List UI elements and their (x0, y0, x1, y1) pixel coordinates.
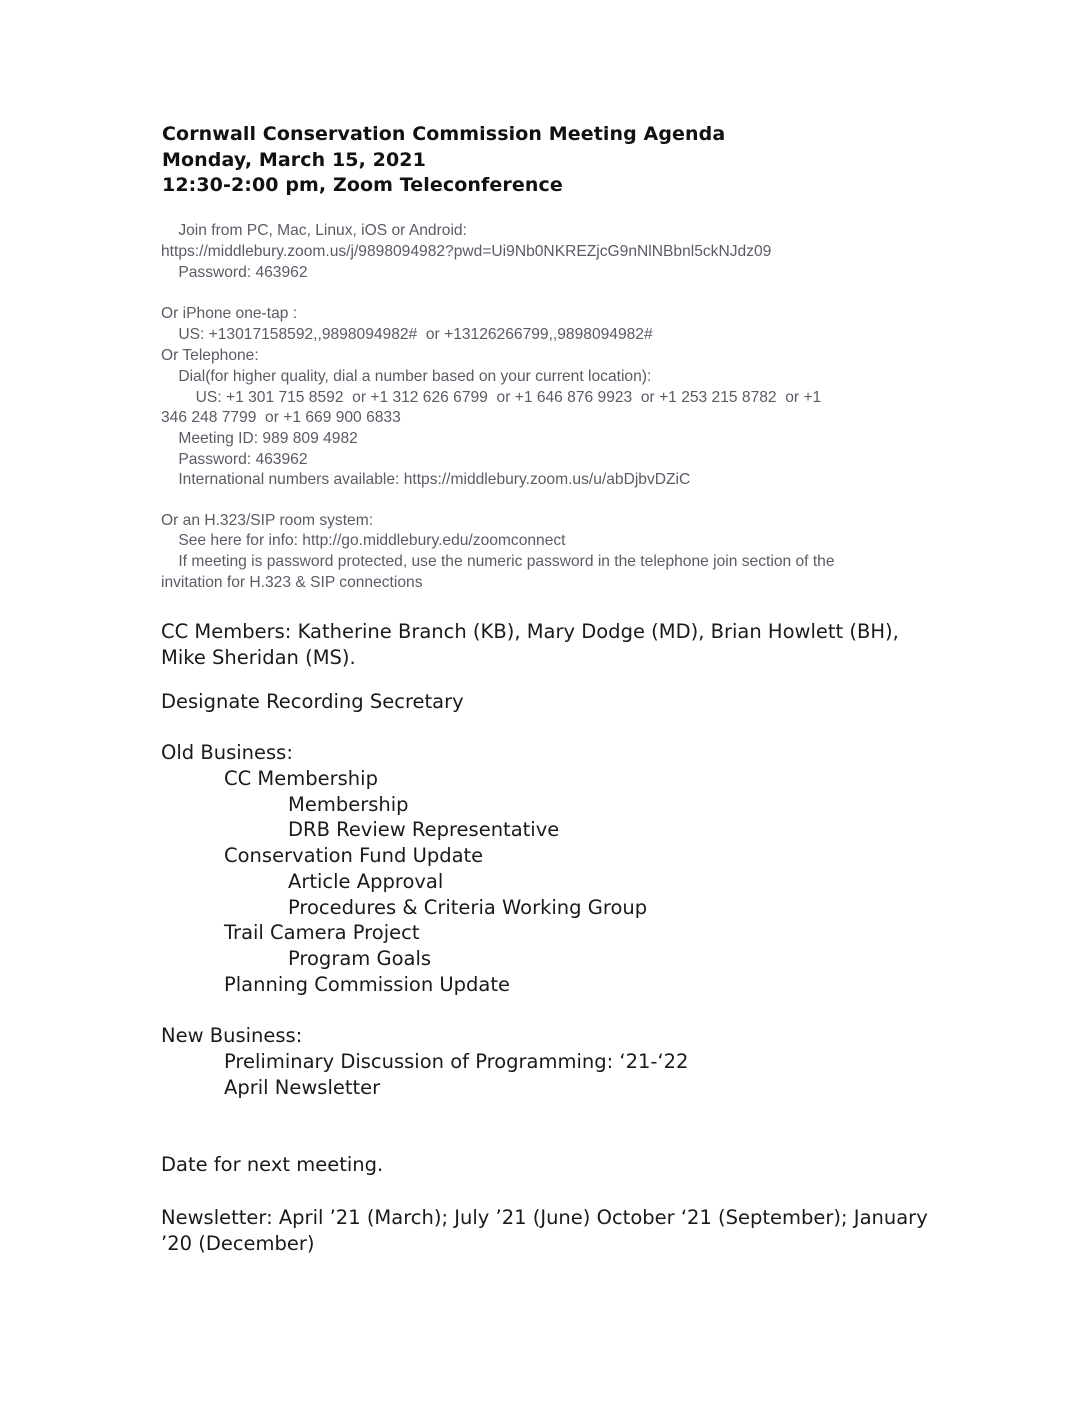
newsletter-schedule-line-1: Newsletter: April ’21 (March); July ’21 (June) October ‘21 (September); January (161, 1206, 928, 1229)
agenda-item-april-newsletter: April Newsletter (224, 1076, 381, 1099)
agenda-item-preliminary-discussion: Preliminary Discussion of Programming: ‘21-‘22 (224, 1050, 689, 1073)
meeting-date: Monday, March 15, 2021 (162, 148, 426, 171)
agenda-item-trail-camera: Trail Camera Project (224, 921, 420, 944)
sip-note-line-2: invitation for H.323 & SIP connections (161, 574, 423, 591)
agenda-item-cc-membership: CC Membership (224, 767, 378, 790)
cc-members-line-1: CC Members: Katherine Branch (KB), Mary Dodge (MD), Brian Howlett (BH), (161, 620, 899, 643)
new-business-heading: New Business: (161, 1024, 303, 1047)
sip-note-line-1: If meeting is password protected, use the numeric password in the telephone join section of the (161, 553, 835, 570)
iphone-label: Or iPhone one-tap : (161, 305, 298, 322)
newsletter-schedule-line-2: ’20 (December) (161, 1232, 315, 1255)
zoom-join-label: Join from PC, Mac, Linux, iOS or Android: (161, 222, 467, 239)
iphone-numbers: US: +13017158592,,9898094982# or +13126266799,,9898094982# (161, 326, 653, 343)
sip-info[interactable]: See here for info: http://go.middlebury.edu/zoomconnect (161, 532, 566, 549)
zoom-join-url[interactable]: https://middlebury.zoom.us/j/9898094982?pwd=Ui9Nb0NKREZjcG9nNlNBbnl5ckNJdz09 (161, 243, 772, 260)
telephone-password: Password: 463962 (161, 451, 308, 468)
agenda-subitem-membership: Membership (288, 793, 409, 816)
agenda-subitem-drb-review: DRB Review Representative (288, 818, 560, 841)
agenda-item-planning-commission: Planning Commission Update (224, 973, 510, 996)
agenda-header (162, 122, 725, 199)
date-next-meeting: Date for next meeting. (161, 1153, 384, 1176)
agenda-subitem-article-approval: Article Approval (288, 870, 444, 893)
meeting-id: Meeting ID: 989 809 4982 (161, 430, 358, 447)
designate-secretary: Designate Recording Secretary (161, 690, 464, 713)
page-title: Cornwall Conservation Commission Meeting Agenda (162, 123, 726, 145)
telephone-label: Or Telephone: (161, 347, 259, 364)
dial-note: Dial(for higher quality, dial a number based on your current location): (161, 368, 652, 385)
dial-numbers-line-1: US: +1 301 715 8592 or +1 312 626 6799 or +1 646 876 9923 or +1 253 215 8782 or +1 (161, 389, 822, 406)
meeting-time-place: 12:30-2:00 pm, Zoom Teleconference (162, 174, 563, 196)
dial-numbers-line-2: 346 248 7799 or +1 669 900 6833 (161, 409, 401, 426)
international-numbers[interactable]: International numbers available: https://middlebury.zoom.us/u/abDjbvDZiC (161, 471, 691, 488)
old-business-heading: Old Business: (161, 741, 293, 764)
zoom-password: Password: 463962 (161, 264, 308, 281)
agenda-item-conservation-fund: Conservation Fund Update (224, 844, 484, 867)
agenda-subitem-program-goals: Program Goals (288, 947, 432, 970)
cc-members-line-2: Mike Sheridan (MS). (161, 646, 356, 669)
agenda-subitem-procedures: Procedures & Criteria Working Group (288, 896, 648, 919)
sip-label: Or an H.323/SIP room system: (161, 512, 374, 529)
